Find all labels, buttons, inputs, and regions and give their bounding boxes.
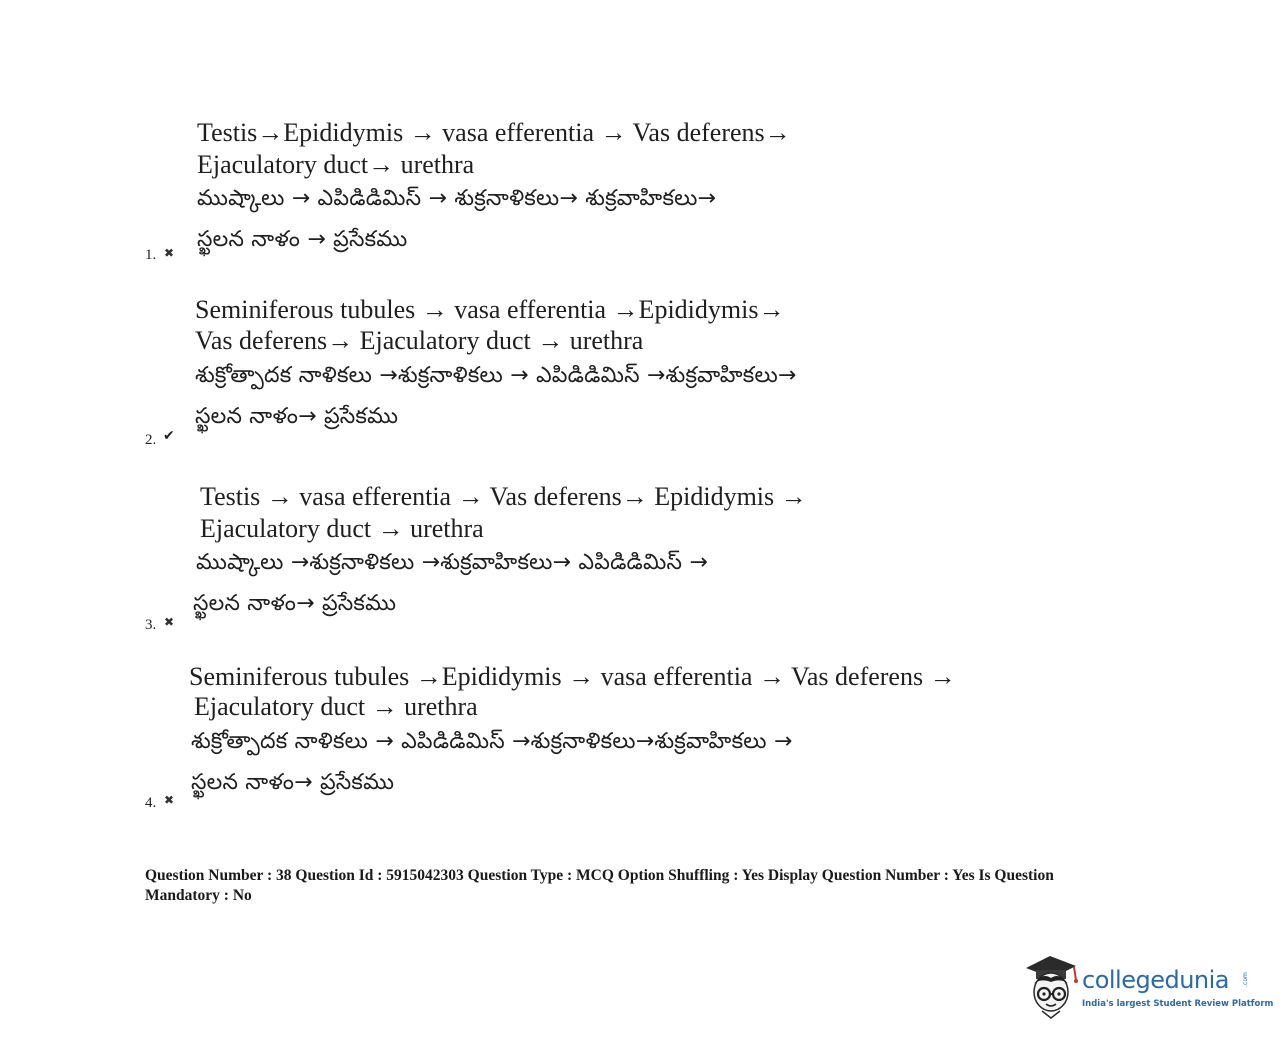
cross-icon: ✖ xyxy=(164,793,175,807)
option-2-line-3: శుక్రోత్పాదక నాళికలు →శుక్రనాళికలు → ఎపిడిడిమిస్ →శుక్రవాహికలు→ xyxy=(195,363,797,388)
graduate-mascot-icon xyxy=(1020,950,1082,1020)
option-1-line-3: ముష్కాలు → ఎపిడిడిమిస్ → శుక్రనాళికలు→ శుక్రవాహికలు→ xyxy=(197,186,717,211)
option-2-line-2: Vas deferens→ Ejaculatory duct → urethra xyxy=(195,326,644,355)
check-icon: ✔ xyxy=(163,428,175,444)
option-3-line-3: ముష్కాలు →శుక్రనాళికలు →శుక్రవాహికలు→ ఎపిడిడిమిస్ → xyxy=(196,550,708,575)
option-1-line-4: స్ఖలన నాళం → ప్రసేకము xyxy=(197,227,408,252)
option-4-line-3: శుక్రోత్పాదక నాళికలు → ఎపిడిడిమిస్ →శుక్రనాళికలు→శుక్రవాహికలు → xyxy=(191,729,793,754)
option-2-number: 2. xyxy=(145,432,157,448)
option-4-number: 4. xyxy=(145,795,157,811)
cross-icon: ✖ xyxy=(164,246,175,260)
option-3-line-1: Testis → vasa efferentia → Vas deferens→ Epididymis → xyxy=(200,482,807,511)
option-1-number: 1. xyxy=(145,247,157,263)
option-4-line-2: Ejaculatory duct → urethra xyxy=(194,692,478,721)
logo-tagline: India's largest Student Review Platform xyxy=(1082,999,1274,1009)
question-metadata: Question Number : 38 Question Id : 5915042303 Question Type : MCQ Option Shuffling : Yes Display Question Number : Yes Is Question Mandatory : No xyxy=(145,867,1054,904)
option-4-line-4: స్ఖలన నాళం→ ప్రసేకము xyxy=(191,770,395,795)
cross-icon: ✖ xyxy=(164,615,175,629)
option-3-line-2: Ejaculatory duct → urethra xyxy=(200,514,484,543)
collegedunia-logo[interactable] xyxy=(1020,950,1274,1020)
option-3-number: 3. xyxy=(145,617,157,633)
option-2-line-4: స్ఖలన నాళం→ ప్రసేకము xyxy=(195,404,399,429)
option-3-line-4: స్ఖలన నాళం→ ప్రసేకము xyxy=(193,591,397,616)
option-2-line-1: Seminiferous tubules → vasa efferentia →Epididymis→ xyxy=(195,295,785,324)
logo-domain: .com xyxy=(1241,972,1249,987)
option-1-line-2: Ejaculatory duct→ urethra xyxy=(197,150,475,179)
option-4-line-1: Seminiferous tubules →Epididymis → vasa efferentia → Vas deferens → xyxy=(189,662,956,691)
logo-wordmark: collegedunia xyxy=(1082,966,1230,994)
option-1-line-1: Testis→Epididymis → vasa efferentia → Vas deferens→ xyxy=(197,118,791,147)
